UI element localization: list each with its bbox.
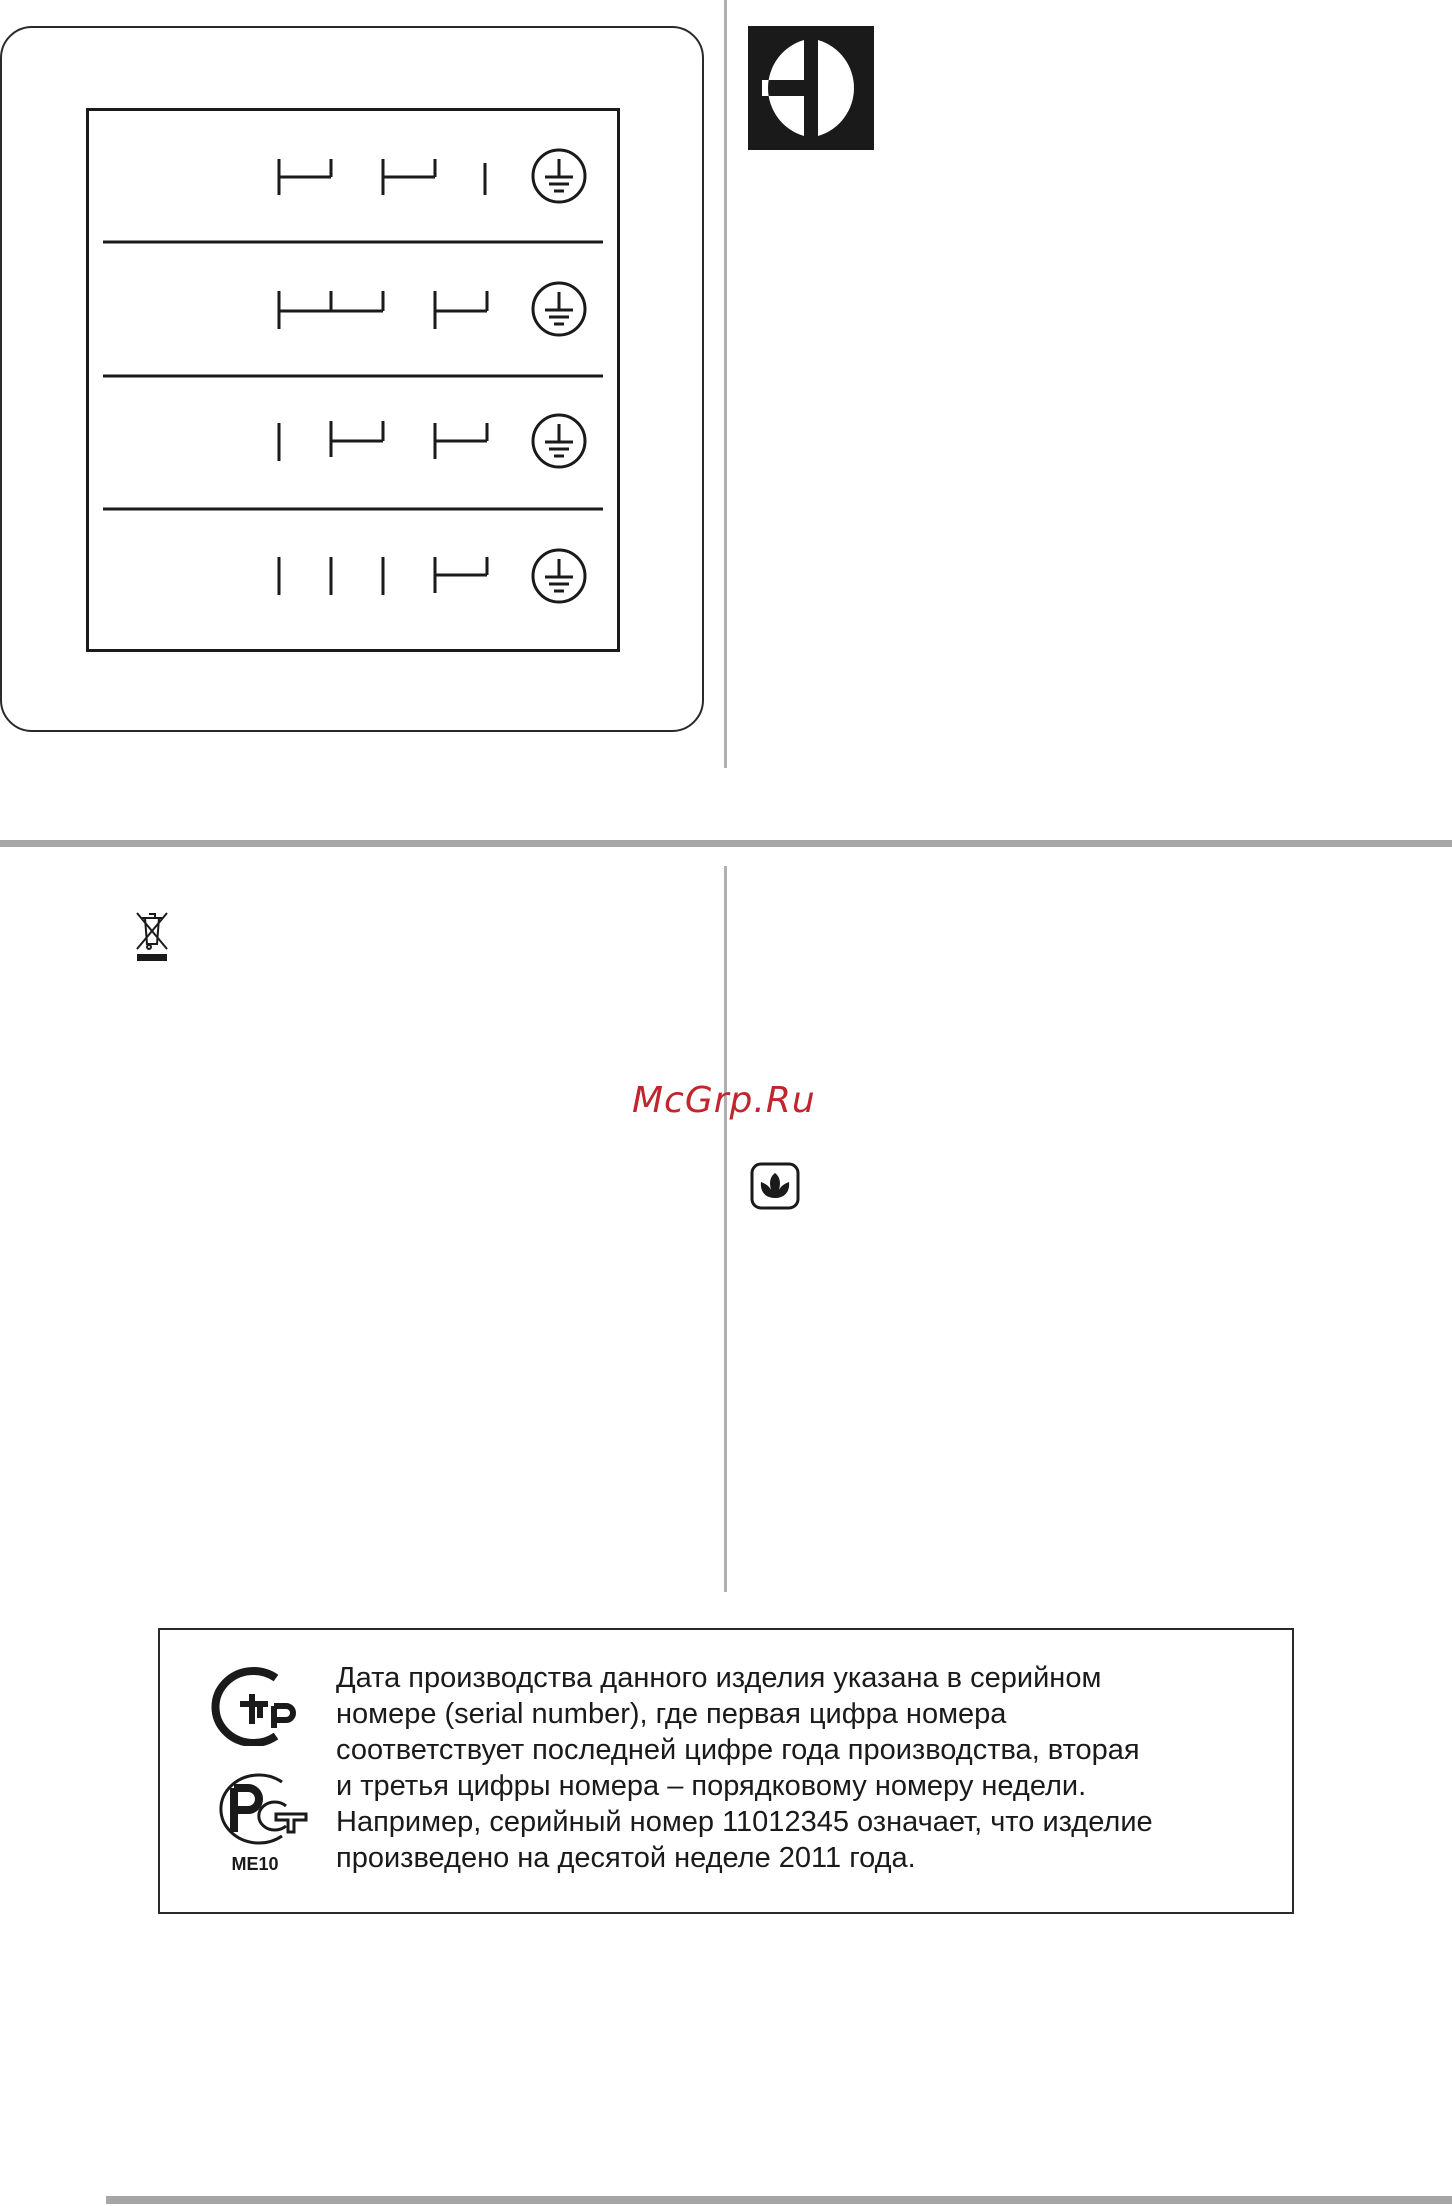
bridge-connector	[279, 159, 331, 195]
note-line: Например, серийный номер 11012345 означает, что изделие	[336, 1806, 1153, 1838]
note-line: Дата производства данного изделия указана в серийном	[336, 1662, 1102, 1694]
wiring-row-1	[279, 159, 485, 195]
bridge-connector	[435, 423, 487, 459]
wiring-diagram-table	[86, 108, 620, 652]
gost-tr-certification-mark-icon	[202, 1666, 304, 1746]
rst-certification-mark-icon	[204, 1768, 308, 1848]
bridge-connector	[383, 159, 435, 195]
triple-bridge-connector	[279, 291, 383, 329]
certification-code: ME10	[231, 1854, 279, 1874]
note-line: произведено на десятой неделе 2011 года.	[336, 1842, 916, 1874]
protective-earth-icon	[533, 415, 585, 467]
protective-earth-icon	[533, 283, 585, 335]
bridge-connector	[435, 291, 487, 329]
note-line: номере (serial number), где первая цифра номера	[336, 1698, 1007, 1730]
column-divider	[724, 0, 727, 768]
note-line: и третья цифры номера – порядковому номеру недели.	[336, 1770, 1087, 1802]
column-divider	[724, 866, 727, 1592]
crossed-out-wheelie-bin-icon	[134, 910, 170, 962]
protective-earth-icon	[533, 550, 585, 602]
note-line: соответствует последней цифре года производства, вторая	[336, 1734, 1140, 1766]
bridge-connector	[331, 421, 383, 457]
environment-flower-icon	[750, 1162, 800, 1210]
bridge-connector	[435, 557, 487, 593]
watermark-text: McGrp.Ru	[632, 1080, 816, 1121]
electrolux-logo-icon	[748, 26, 874, 150]
section-rule	[0, 840, 1452, 847]
protective-earth-icon	[533, 150, 585, 202]
wiring-diagram-svg	[89, 111, 617, 649]
wiring-row-4	[279, 557, 487, 595]
wiring-row-3	[279, 421, 487, 461]
production-date-note	[336, 1660, 1266, 1876]
wiring-row-2	[279, 291, 487, 329]
footer-rule	[106, 2196, 1452, 2204]
